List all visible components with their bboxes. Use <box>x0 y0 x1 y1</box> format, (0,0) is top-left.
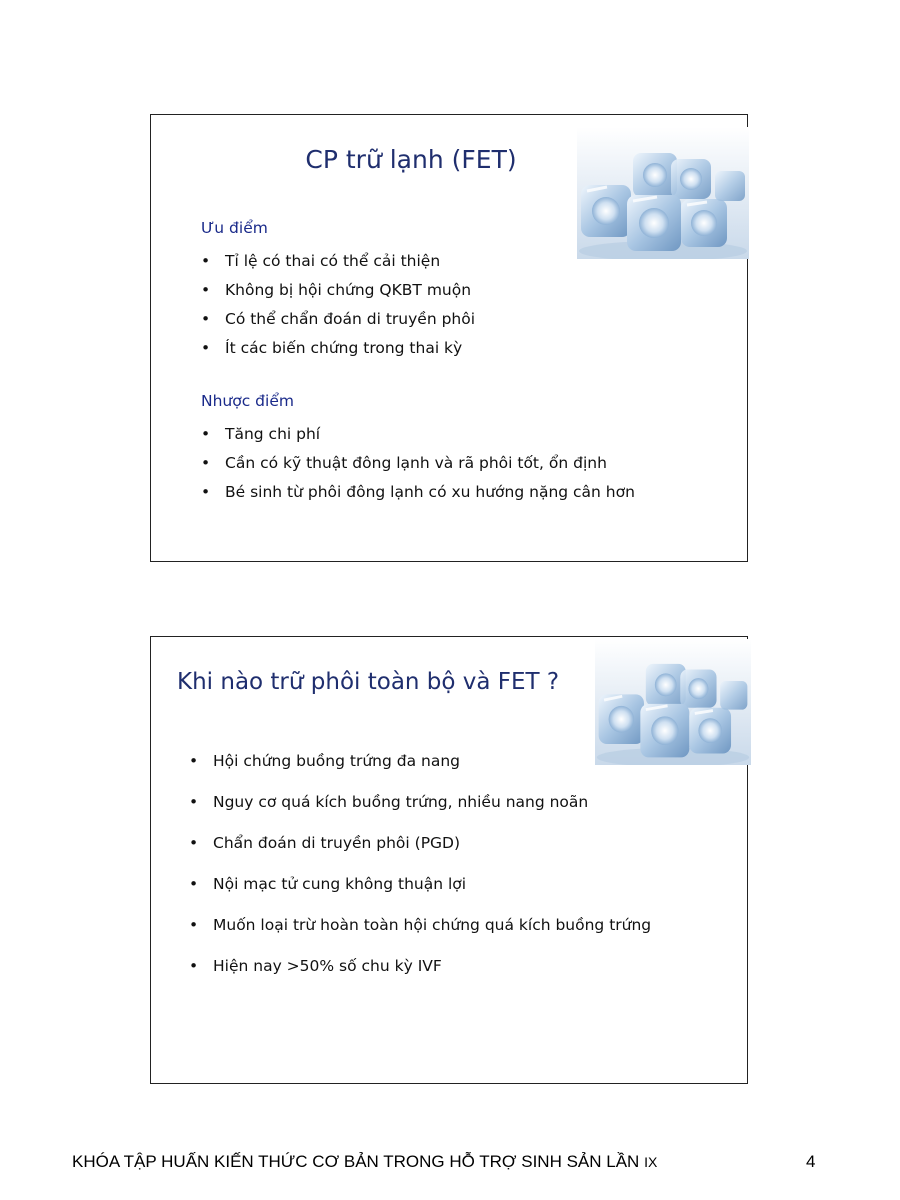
page-number: 4 <box>806 1152 816 1171</box>
indications-list <box>189 745 651 991</box>
list-item: • Nguy cơ quá kích buồng trứng, nhiều nang noãn <box>189 786 651 827</box>
list-item: • Tỉ lệ có thai có thể cải thiện <box>201 247 475 276</box>
pros-heading: Ưu điểm <box>201 219 268 237</box>
cons-heading: Nhược điểm <box>201 392 294 410</box>
slide-fet-pros-cons <box>150 114 748 562</box>
list-item: • Hội chứng buồng trứng đa nang <box>189 745 651 786</box>
list-item: • Bé sinh từ phôi đông lạnh có xu hướng nặng cân hơn <box>201 478 635 507</box>
slide-title: CP trữ lạnh (FET) <box>305 145 517 174</box>
page-footer <box>72 1152 657 1172</box>
slide-when-freeze-all <box>150 636 748 1084</box>
list-item: • Nội mạc tử cung không thuận lợi <box>189 868 651 909</box>
footer-text: KHÓA TẬP HUẤN KIẾN THỨC CƠ BẢN TRONG HỖ TRỢ SINH SẢN LẦN <box>72 1152 640 1171</box>
slide-title: Khi nào trữ phôi toàn bộ và FET ? <box>177 669 560 695</box>
list-item: • Tăng chi phí <box>201 420 635 449</box>
list-item: • Muốn loại trừ hoàn toàn hội chứng quá kích buồng trứng <box>189 909 651 950</box>
list-item: • Có thể chẩn đoán di truyền phôi <box>201 305 475 334</box>
list-item: • Cần có kỹ thuật đông lạnh và rã phôi tốt, ổn định <box>201 449 635 478</box>
list-item: • Không bị hội chứng QKBT muộn <box>201 276 475 305</box>
pros-list <box>201 247 475 363</box>
list-item: • Chẩn đoán di truyền phôi (PGD) <box>189 827 651 868</box>
cons-list <box>201 420 635 507</box>
list-item: • Hiện nay >50% số chu kỳ IVF <box>189 950 651 991</box>
footer-suffix: IX <box>644 1154 658 1170</box>
list-item: • Ít các biến chứng trong thai kỳ <box>201 334 475 363</box>
